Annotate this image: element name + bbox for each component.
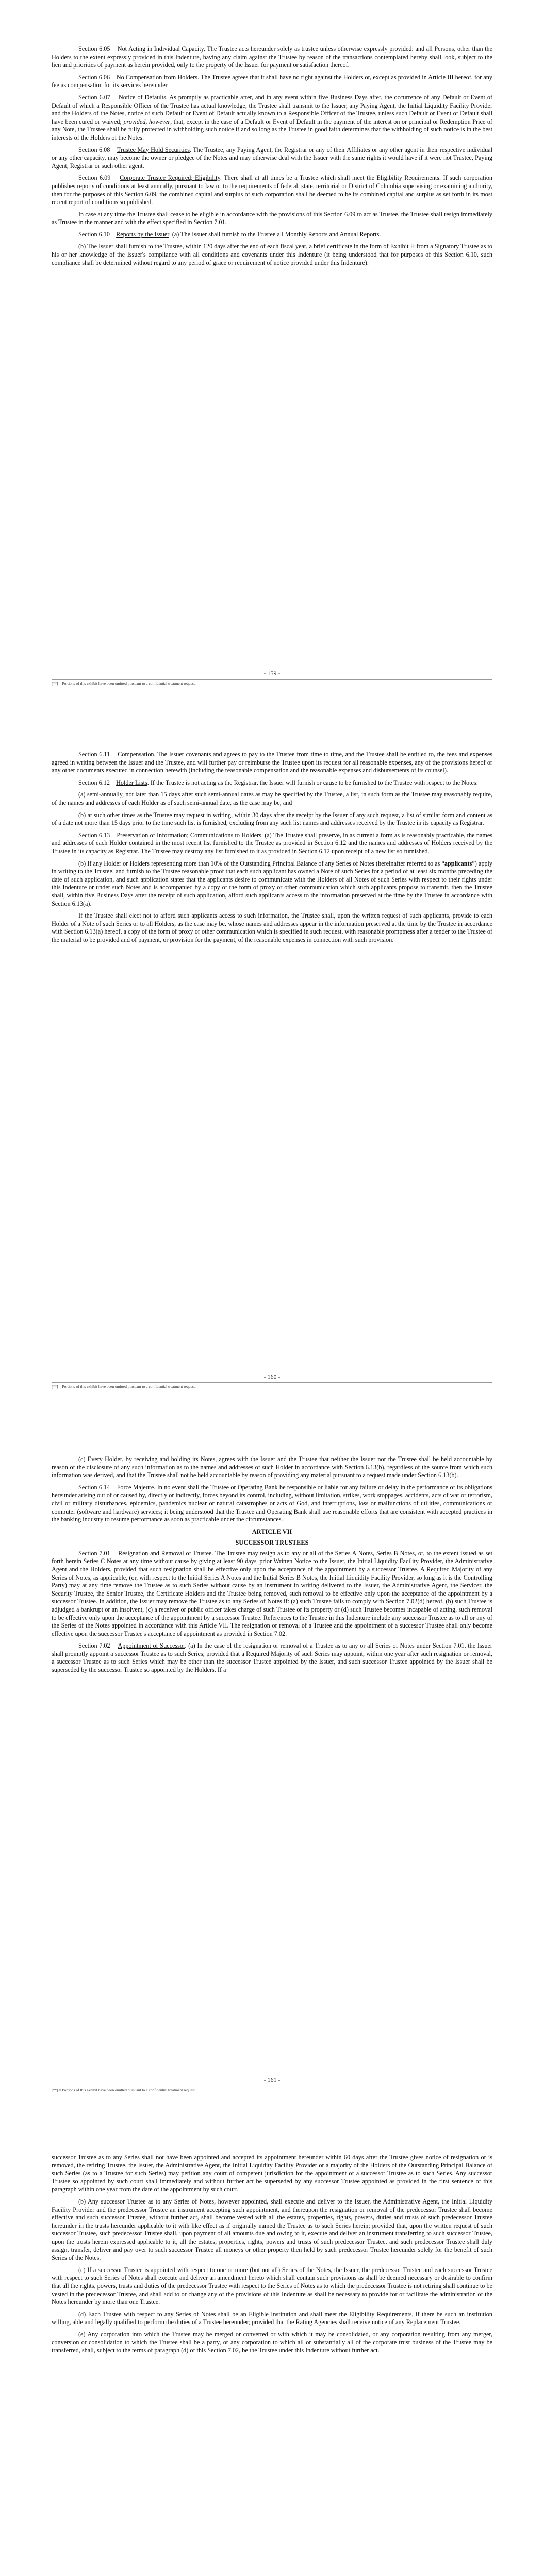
section-6-12: Section 6.12 Holder Lists. If the Trustee is not acting as the Registrar, the Issuer will furnish or cause to be furnished to the Trustee with respect to the Notes: — [78, 778, 478, 786]
page-159 — [0, 0, 544, 703]
page-161 — [0, 1406, 544, 2110]
section-6-13: Section 6.13 Preservation of Information; Communications to Holders. (a) The Trustee shall preserve, in as current a form as is reasonably practicable, the names and addresses of each Holder contained in the most recent list furnished to the Trustee as provided in Section 6.12 and the names and addresses of Holders received by the Trustee in its capacity as Registrar. The Trustee may destroy any list furnished to it as provided in Section 6.12 upon receipt of a new list so furnished. — [52, 831, 492, 855]
section-6-13-c: (c) Every Holder, by receiving and holding its Notes, agrees with the Issuer and the Trustee that neither the Issuer nor the Trustee shall be held accountable by reason of the disclosure of any such information as to the names and addresses of such Holder in accordance with Section 6.13(b), regardless of the source from which such information was derived, and that the Trustee shall not be held accountable by reason of providing any material pursuant to a request made under Section 6.13(b). — [52, 1455, 492, 1479]
section-7-02-e: (e) Any corporation into which the Trustee may be merged or converted or with which it may be consolidated, or any corporation resulting from any merger, conversion or consolidation to which the Trustee shall be a party, or any corporation to which all or substantially all of the corporate trust business of the Trustee may be transferred, shall, subject to the terms of paragraph (d) of this Section 7.02, be the Trustee under this Indenture without further act. — [52, 2330, 492, 2354]
footnote: [**] = Portions of this exhibit have been omitted pursuant to a confidential treatment request. — [52, 1384, 196, 1389]
page-162 — [0, 2110, 544, 2576]
section-6-09-continued: In case at any time the Trustee shall cease to be eligible in accordance with the provisions of this Section 6.09 to act as Trustee, the Trustee shall resign immediately as Trustee in the manner and with the effect specified in Section 7.01. — [52, 210, 492, 226]
page-162-body — [52, 2154, 492, 2359]
footnote: [**] = Portions of this exhibit have been omitted pursuant to a confidential treatment request. — [52, 2088, 196, 2092]
footnote-rule — [52, 679, 492, 680]
page-160 — [0, 703, 544, 1406]
page-number: - 159 - — [263, 670, 281, 677]
footnote: [**] = Portions of this exhibit have been omitted pursuant to a confidential treatment request. — [52, 681, 196, 686]
section-6-06: Section 6.06 No Compensation from Holders. The Trustee agrees that it shall have no right against the Holders or, except as provided in Article III hereof, for any fee as compensation for its services hereunder. — [52, 73, 492, 89]
section-6-08: Section 6.08 Trustee May Hold Securities. The Trustee, any Paying Agent, the Registrar or any of their Affiliates or any other agent in their respective individual or any other capacity, may become the owner or pledgee of the Notes and may otherwise deal with the Issuer with the same rights it would have if it were not Trustee, Paying Agent, Registrar or such other agent. — [52, 146, 493, 170]
section-7-02-b: (b) Any successor Trustee as to any Series of Notes, however appointed, shall execute and deliver to the Issuer, the Administrative Agent, the Initial Liquidity Facility Provider and the predecessor Trustee an instrument accepting such appointment, and thereupon the resignation or removal of the predecessor Trustee shall become effective and such successor Trustee, without further act, shall become vested with all the estates, properties, rights, powers, duties and trusts of such predecessor Trustee hereunder in the trusts hereunder applicable to it with like effect as if originally named the Trustee as to such Series herein; provided that, upon the written request of such successor Trustee, such predecessor Trustee shall, upon payment of all amounts due and owing to it, execute and deliver an instrument transferring to such successor Trustee, upon the trusts herein expressed applicable to it, all the estates, properties, rights, powers and trusts of such predecessor Trustee, and such predecessor Trustee shall duly assign, transfer, deliver and pay over to such successor Trustee all moneys or other property then held by such predecessor Trustee hereunder solely for the benefit of such Series of the Notes. — [52, 2197, 492, 2262]
section-7-02-continued: successor Trustee as to any Series shall not have been appointed and accepted its appointment hereunder within 60 days after the Trustee gives notice of resignation or is removed, the retiring Trustee, the Issuer, the Administrative Agent, the Initial Liquidity Facility Provider or a majority of the Holders of the Outstanding Principal Balance of such Series (as to a Trustee for such Series) may petition any court of competent jurisdiction for the appointment of a successor Trustee as to such Series. Any successor Trustee so appointed by such court shall immediately and without further act be superseded by any successor Trustee appointed as provided in the first sentence of this paragraph within one year from the date of the appointment by such court. — [52, 2154, 492, 2193]
section-6-13-b: (b) If any Holder or Holders representing more than 10% of the Outstanding Principal Balance of any Series of Notes (hereinafter referred to as “applicants”) apply in writing to the Trustee, and furnish to the Trustee reasonable proof that each such applicant has owned a Note of such Series for a period of at least six months preceding the date of such application, and such application states that the applicants desire to communicate with the Holders of all Notes of such Series with respect to their rights under this Indenture or under such Notes and is accompanied by a copy of the form of proxy or other communication which such applicants propose to transmit, then the Trustee shall, within five Business Days after the receipt of such application, afford such applicants access to the information preserved at the time by the Trustee in accordance with Section 6.13(a). — [52, 859, 493, 907]
page-160-body — [52, 751, 492, 948]
section-6-09: Section 6.09 Corporate Trustee Required; Eligibility. There shall at all times be a Trustee which shall meet the Eligibility Requirements. If such corporation publishes reports of conditions at least annually, pursuant to law or to the requirements of federal, state, territorial or District of Columbia supervising or examining authority, then for the purposes of this Section 6.09, the combined capital and surplus of such corporation shall be deemed to be its combined capital and surplus as set forth in its most recent report of conditions so published. — [52, 174, 493, 206]
section-7-02-d: (d) Each Trustee with respect to any Series of Notes shall be an Eligible Institution and shall meet the Eligibility Requirements, if there be such an institution willing, able and legally qualified to perform the duties of a Trustee hereunder; provided that the Rating Agencies shall receive notice of any Replacement Trustee. — [52, 2310, 492, 2326]
page-161-body — [52, 1455, 492, 1679]
section-6-11: Section 6.11 Compensation. The Issuer covenants and agrees to pay to the Trustee from time to time, and the Trustee shall be entitled to, the fees and expenses agreed in writing between the Issuer and the Trustee, and will further pay or reimburse the Trustee upon its request for all reasonable expenses, any of the provisions hereof or any other documents executed in connection herewith (including the reasonable compensation and the reasonable expenses and disbursements of its counsel). — [52, 751, 493, 774]
section-7-02-c: (c) If a successor Trustee is appointed with respect to one or more (but not all) Series of the Notes, the Issuer, the predecessor Trustee and each successor Trustee with respect to such Series of Notes shall execute and deliver an amendment hereto which shall contain such provisions as shall be deemed necessary or desirable to confirm that all the rights, powers, trusts and duties of the predecessor Trustee with respect to the Series of Notes as to which the predecessor Trustee is not retiring shall continue to be vested in the predecessor Trustee, and shall add to or change any of the provisions of this Indenture as shall be necessary to provide for or facilitate the administration of the Notes hereunder by more than one Trustee. — [52, 2266, 492, 2306]
section-7-01: Section 7.01 Resignation and Removal of Trustee. The Trustee may resign as to any or all of the Series A Notes, Series B Notes, or, to the extent issued as set forth herein Series C Notes at any time without cause by giving at least 90 days' prior Written Notice to the Issuer, the Initial Liquidity Facility Provider, the Administrative Agent and the Holders, provided that such resignation shall be effective only upon the acceptance of the appointment by a successor Trustee. A Required Majority of any Series of Notes, as applicable, (or, with respect to the Initial Series A Notes and the Initial Series B Notes, the Initial Liquidity Facility Provider, so long as it is the Controlling Party) may at any time remove the Trustee as to such Series without cause by an instrument in writing delivered to the Issuer, the Administrative Agent, the Servicer, the Security Trustee, the Senior Trustee, the Certificate Holders and the Trustee being removed, such removal to be effective only upon the acceptance of the appointment by a successor Trustee. In addition, the Issuer may remove the Trustee as to any Series of Notes if: (a) such Trustee fails to comply with Section 7.02(d) hereof, (b) such Trustee is adjudged a bankrupt or an insolvent, (c) a receiver or public officer takes charge of such Trustee or its property or (d) such Trustee becomes incapable of acting, such removal to be effective only upon the acceptance of the appointment by a successor Trustee. References to the Trustee in this Indenture include any successor Trustee as to all or any of the Series of the Notes appointed in accordance with this Article VII. The resignation or removal of a Trustee and the appointment of a successor Trustee shall only become effective upon the successor Trustee's acceptance of appointment as provided in Section 7.02. — [52, 1549, 493, 1637]
section-6-07: Section 6.07 Notice of Defaults. As promptly as practicable after, and in any event within five Business Days after, the occurrence of any Default or Event of Default of which a Responsible Officer of the Trustee has actual knowledge, the Trustee shall transmit to the Issuer, any Paying Agent, the Initial Liquidity Facility Provider and the Holders of the Notes, notice of such Default or Event of Default actually known to a Responsible Officer of the Trustee, unless such Default or Event of Default shall have been cured or waived; provided, however, that, except in the case of a Default or Event of Default in the payment of the interest on or principal or Redemption Price of any Note, the Trustee shall be fully protected in withholding such notice if and so long as the Trustee in good faith determines that the withholding of such notice is in the best interests of the Holders of the Notes. — [52, 93, 492, 141]
article-label: ARTICLE VII — [252, 1528, 292, 1535]
section-6-12-a: (a) semi-annually, not later than 15 days after such semi-annual dates as may be specified by the Trustee, a list, in such form as the Trustee may reasonably require, of the names and addresses of each Holder as of such semi-annual date, as the case may be, and — [52, 791, 492, 806]
page-number: - 161 - — [263, 2076, 281, 2083]
section-6-05: Section 6.05 Not Acting in Individual Capacity. The Trustee acts hereunder solely as trustee unless otherwise expressly provided; and all Persons, other than the Holders to the extent expressly provided in this Indenture, having any claim against the Trustee by reason of the transactions contemplated hereby shall look, subject to the lien and priorities of payment as herein provided, only to the property of the Issuer for payment or satisfaction thereof. — [52, 45, 492, 69]
section-6-10-b: (b) The Issuer shall furnish to the Trustee, within 120 days after the end of each fiscal year, a brief certificate in the form of Exhibit H from a Signatory Trustee as to his or her knowledge of the Issuer's compliance with all conditions and covenants under this Indenture (it being understood that for purposes of this Section 6.10, such compliance shall be determined without regard to any period of grace or requirement of notice provided under this Indenture). — [52, 243, 492, 266]
footnote-rule — [52, 1382, 492, 1383]
page-number: - 160 - — [263, 1373, 281, 1380]
section-6-14: Section 6.14 Force Majeure. In no event shall the Trustee or Operating Bank be responsible or liable for any failure or delay in the performance of its obligations hereunder arising out of or caused by, directly or indirectly, forces beyond its control, including, without limitation, strikes, work stoppages, accidents, acts of war or terrorism, civil or military disturbances, epidemics, pandemics nuclear or natural catastrophes or acts of God, and interruptions, loss or malfunctions of utilities, communications or computer (software and hardware) services; it being understood that the Trustee and Operating Bank shall use reasonable efforts that are consistent with accepted practices in the banking industry to resume performance as soon as practicable under the circumstances. — [52, 1483, 492, 1523]
section-7-02: Section 7.02 Appointment of Successor. (a) In the case of the resignation or removal of a Trustee as to any or all Series of Notes under Section 7.01, the Issuer shall promptly appoint a successor Trustee as to such Series; provided that a Required Majority of such Series may appoint, within one year after such resignation or removal, a successor Trustee as to such Series which may be other than the successor Trustee appointed by the Issuer, and such successor Trustee appointed by the Issuer shall be superseded by the successor Trustee so appointed by the Holders. If a — [52, 1642, 492, 1674]
section-6-12-b: (b) at such other times as the Trustee may request in writing, within 30 days after the receipt by the Issuer of any such request, a list of similar form and content as of a date not more than 15 days prior to the time such list is furnished, excluding from any such list names and addresses received by the Trustee in its capacity as Registrar. — [52, 811, 492, 827]
section-6-10: Section 6.10 Reports by the Issuer. (a) The Issuer shall furnish to the Trustee all Monthly Reports and Annual Reports. — [78, 230, 381, 238]
page-159-body — [52, 45, 492, 271]
section-6-13-b-continued: If the Trustee shall elect not to afford such applicants access to such information, the Trustee shall, upon the written request of such applicants, provide to each Holder of a Note of such Series or to all Holders, as the case may be, whose names and addresses appear in the information preserved at the time by the Trustee in accordance with Section 6.13(a) hereof, a copy of the form of proxy or other communication which is specified in such request, with reasonable promptness after a tender to the Trustee of the material to be provided and of payment, or provision for the payment, of the reasonable expenses in connection with such provision. — [52, 912, 492, 943]
article-title: SUCCESSOR TRUSTEES — [235, 1538, 309, 1546]
